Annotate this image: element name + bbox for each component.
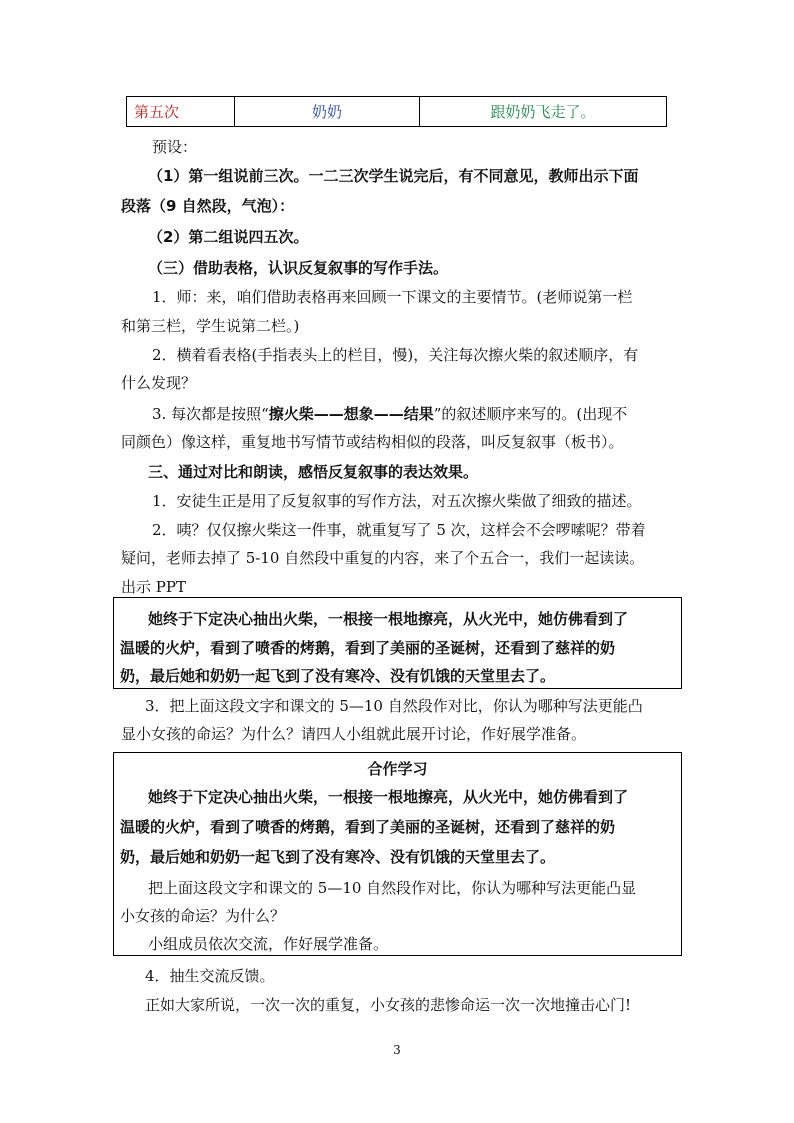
text-fragment-bold: 擦火柴——想象——结果 <box>268 405 434 423</box>
text-line: 什么发现？ <box>121 374 197 392</box>
text-line: 4．抽生交流反馈。 <box>145 967 275 985</box>
text-line: 1．师：来，咱们借助表格再来回顾一下课文的主要情节。(老师说第一栏 <box>152 288 633 306</box>
text-line: 段落（9 自然段，气泡）： <box>121 197 295 215</box>
cooperative-learning-box <box>113 752 682 956</box>
text-line: 2．咦？仅仅擦火柴这一件事，就重复写了 5 次，这样会不会啰嗦呢？带着 <box>152 521 646 539</box>
text-line: 出示 PPT <box>121 578 186 596</box>
text-line: 和第三栏，学生说第二栏。) <box>121 317 300 335</box>
story-table-row <box>126 96 667 127</box>
text-fragment: 3. 每次都是按照“ <box>152 405 269 423</box>
box-text-line: 温暖的火炉，看到了喷香的烤鹅，看到了美丽的圣诞树，还看到了慈祥的奶 <box>120 818 616 836</box>
text-line: 3．把上面这段文字和课文的 5—10 自然段作对比，你认为哪种写法更能凸 <box>145 697 643 715</box>
text-line: 显小女孩的命运？为什么？请四人小组就此展开讨论，作好展学准备。 <box>121 725 587 743</box>
box-text-line: 小组成员依次交流，作好展学准备。 <box>148 935 389 953</box>
text-line: 疑问，老师去掉了 5-10 自然段中重复的内容，来了个五合一，我们一起读读。 <box>121 549 645 567</box>
box-title: 合作学习 <box>367 760 428 778</box>
box-text-line: 她终于下定决心抽出火柴，一根接一根地擦亮，从火光中，她仿佛看到了 <box>148 788 629 806</box>
text-line: （2）第二组说四五次。 <box>148 228 309 246</box>
page-number: 3 <box>393 1043 401 1057</box>
table-cell-result: 跟奶奶飞走了。 <box>490 103 596 121</box>
text-line: 1．安徒生正是用了反复叙事的写作方法，对五次擦火柴做了细致的描述。 <box>152 492 642 510</box>
box-text-line: 她终于下定决心抽出火柴，一根接一根地擦亮，从火光中，她仿佛看到了 <box>148 610 629 628</box>
section-heading: 三、通过对比和朗读，感悟反复叙事的表达效果。 <box>148 463 479 481</box>
text-line: 正如大家所说，一次一次的重复，小女孩的悲惨命运一次一次地撞击心门! <box>145 996 632 1014</box>
table-cell-imagination: 奶奶 <box>235 97 420 126</box>
text-line: 2．横着看表格(手指表头上的栏目，慢)，关注每次擦火柴的叙述顺序，有 <box>152 346 639 364</box>
box-text-line: 奶，最后她和奶奶一起飞到了没有寒冷、没有饥饿的天堂里去了。 <box>120 667 556 685</box>
box-text-line: 奶，最后她和奶奶一起飞到了没有寒冷、没有饥饿的天堂里去了。 <box>120 848 556 866</box>
text-fragment: ”的叙述顺序来写的。(出现不 <box>433 405 628 423</box>
table-cell-order: 第五次 <box>127 97 235 126</box>
box-text-line: 温暖的火炉，看到了喷香的烤鹅，看到了美丽的圣诞树，还看到了慈祥的奶 <box>120 639 616 657</box>
box-text-line: 小女孩的命运？为什么？ <box>120 907 286 925</box>
text-line: 同颜色）像这样，重复地书写情节或结构相似的段落，叫反复叙事（板书）。 <box>121 433 624 451</box>
ppt-excerpt-box <box>113 597 682 689</box>
text-line: 预设： <box>152 138 198 156</box>
text-line <box>152 404 627 424</box>
text-line: （1）第一组说前三次。一二三次学生说完后，有不同意见，教师出示下面 <box>148 167 639 185</box>
section-heading: （三）借助表格，认识反复叙事的写作手法。 <box>148 259 449 277</box>
box-text-line: 把上面这段文字和课文的 5—10 自然段作对比，你认为哪种写法更能凸显 <box>148 879 637 897</box>
